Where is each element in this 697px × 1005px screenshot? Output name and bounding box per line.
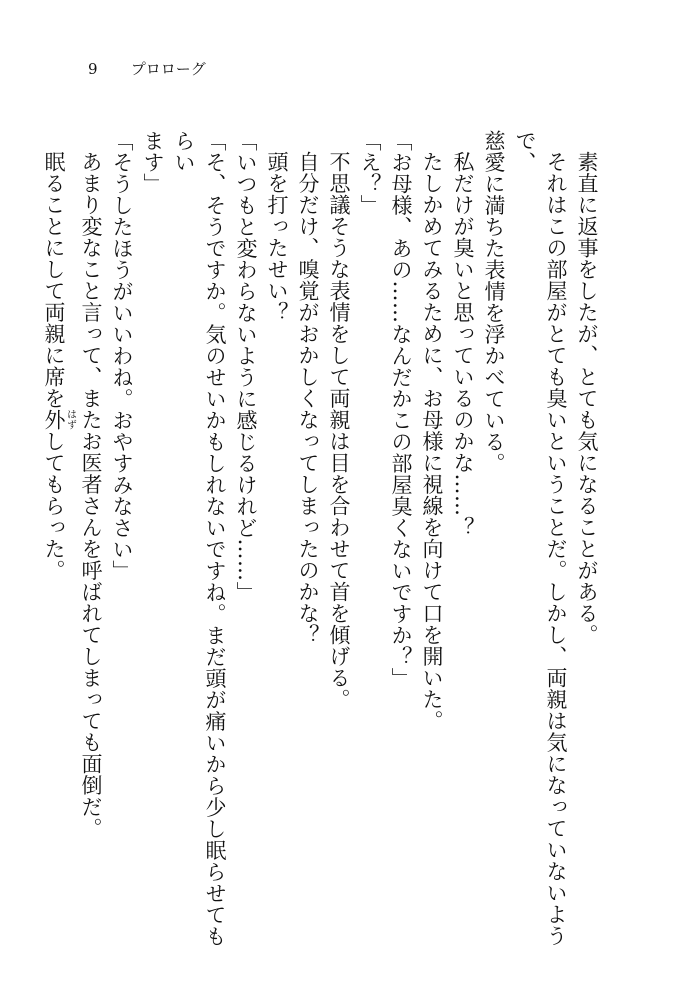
text-line: あまり変なこと言って、またお医者さんを呼ばれてしまっても面倒だ。 bbox=[79, 151, 103, 839]
dialogue-line: 「そ、そうですか。気のせいかもしれないですね。まだ頭が痛いから少し眠らせてもらい bbox=[172, 130, 227, 947]
dialogue-line: 「え？」 bbox=[358, 130, 382, 216]
chapter-title: プロローグ bbox=[130, 60, 206, 78]
text-line: 不思議そうな表情をして両親は目を合わせて首を傾げる。 bbox=[327, 151, 351, 710]
dialogue-line: 「そうしたほうがいいわね。おやすみなさい」 bbox=[110, 130, 134, 582]
text-line: 素直に返事をしたが、とても気になることがある。 bbox=[575, 151, 599, 646]
text-line: 自分だけ、嗅覚がおかしくなってしまったのかな？ bbox=[296, 151, 320, 646]
page-number: 9 bbox=[88, 60, 98, 78]
vertical-text-body bbox=[38, 130, 602, 950]
dialogue-line-continued: ます」 bbox=[141, 130, 165, 195]
dialogue-line: 「いつもと変わらないように感じるけれど……」 bbox=[234, 130, 258, 603]
page-header bbox=[88, 58, 206, 79]
text-line: 私だけが臭いと思っているのかな……？ bbox=[451, 151, 475, 538]
text-line-with-furigana: 眠ることにして両親に席を外はずしてもらった。 bbox=[42, 151, 76, 581]
text-line: たしかめてみるために、お母様に視線を向けて口を開いた。 bbox=[420, 151, 444, 732]
text-line: 頭を打ったせい？ bbox=[265, 151, 289, 323]
text-line: 慈愛に満ちた表情を浮かべている。 bbox=[482, 130, 506, 474]
text-line: それはこの部屋がとても臭いということだ。しかし、両親は気になっていないようで、 bbox=[513, 130, 568, 947]
dialogue-line: 「お母様、あの……なんだかこの部屋臭くないですか？」 bbox=[389, 130, 413, 689]
furigana: はず bbox=[64, 409, 76, 431]
